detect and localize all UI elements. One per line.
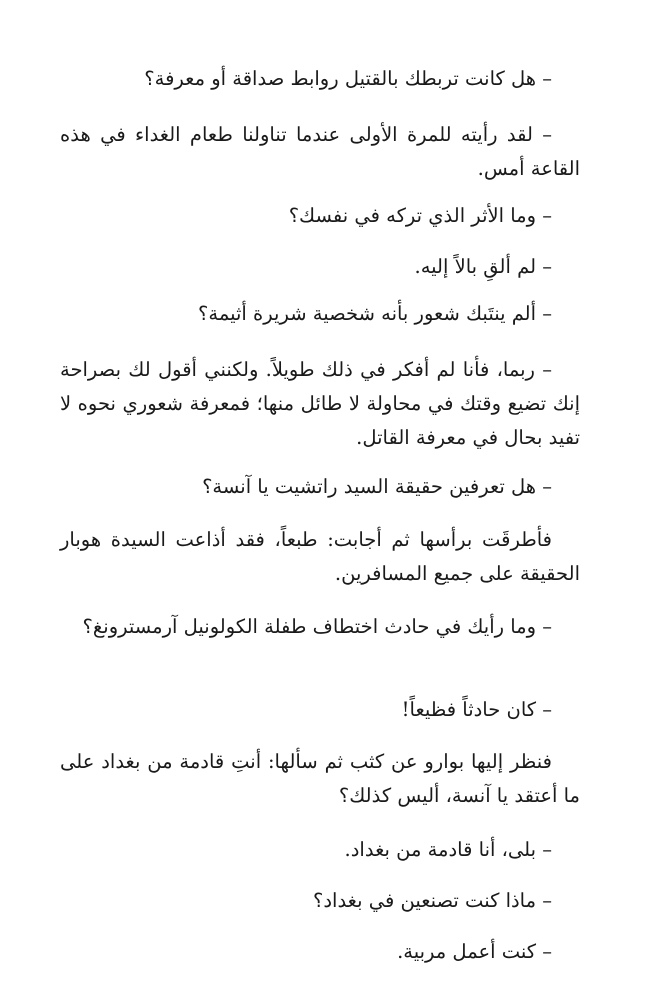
dialogue-line-6: – ربما، فأنا لم أفكر في ذلك طويلاً. ولكنني أقول لك بصراحة إنك تضيع وقتك في محاولة لا طائل منها؛ فمعرفة شعوري نحوه لا تفيد بحال في معرفة القاتل. — [60, 358, 580, 449]
dialogue-line-10: – بلى، أنا قادمة من بغداد. — [344, 838, 552, 861]
dialogue-line-8: – وما رأيك في حادث اختطاف طفلة الكولونيل آرمسترونغ؟ — [82, 615, 552, 638]
narration-2: فنظر إليها بوارو عن كثب ثم سألها: أنتِ قادمة من بغداد على ما أعتقد يا آنسة، أليس كذلك؟ — [60, 750, 580, 807]
dialogue-line-11: – ماذا كنت تصنعين في بغداد؟ — [313, 889, 552, 912]
dialogue-line-5: – ألم ينتَبك شعور بأنه شخصية شريرة أثيمة؟ — [198, 302, 552, 325]
dialogue-line-1: – هل كانت تربطك بالقتيل روابط صداقة أو معرفة؟ — [144, 67, 552, 90]
dialogue-line-3: – وما الأثر الذي تركه في نفسك؟ — [288, 204, 552, 227]
dialogue-line-12: – كنت أعمل مربية. — [397, 940, 552, 963]
dialogue-line-9: – كان حادثاً فظيعاً! — [401, 698, 552, 721]
dialogue-line-2: – لقد رأيته للمرة الأولى عندما تناولنا طعام الغداء في هذه القاعة أمس. — [60, 123, 580, 180]
dialogue-line-4: – لم ألقِ بالاً إليه. — [414, 255, 552, 278]
dialogue-line-7: – هل تعرفين حقيقة السيد راتشيت يا آنسة؟ — [202, 475, 552, 498]
narration-1: فأطرقَت برأسها ثم أجابت: طبعاً، فقد أذاعت السيدة هوبار الحقيقة على جميع المسافرين. — [60, 528, 580, 585]
